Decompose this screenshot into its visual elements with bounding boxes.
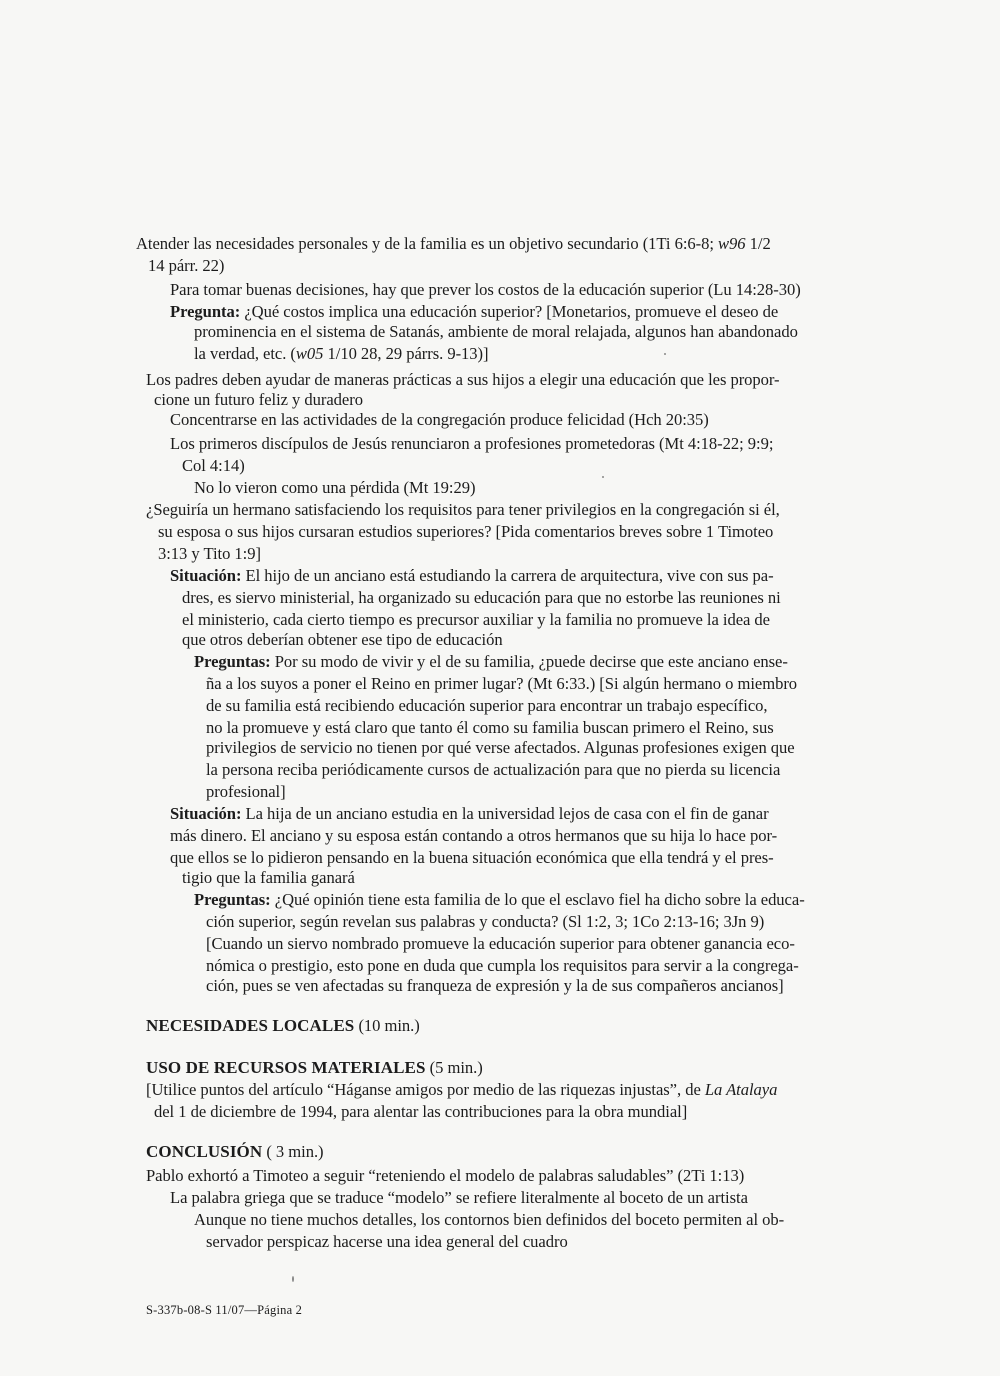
text-line: de su familia está recibiendo educación superior para encontrar un trabajo específico, — [206, 696, 768, 715]
text-line: más dinero. El anciano y su esposa están contando a otros hermanos que su hija lo hace por- — [170, 826, 778, 845]
text-line: la persona reciba periódicamente cursos de actualización para que no pierda su licencia — [206, 760, 781, 779]
label-pregunta: Pregunta: — [170, 302, 241, 321]
text-line: cione un futuro feliz y duradero — [154, 390, 363, 409]
text-line: privilegios de servicio no tienen por qué verse afectados. Algunas profesiones exigen que — [206, 738, 795, 757]
text-line: Situación: El hijo de un anciano está estudiando la carrera de arquitectura, vive con sus pa- — [170, 566, 774, 585]
text-line: ción, pues se ven afectadas su franqueza de expresión y la de sus compañeros ancianos] — [206, 976, 784, 995]
text-line: Los primeros discípulos de Jesús renunciaron a profesiones prometedoras (Mt 4:18-22; 9:9; — [170, 434, 774, 453]
text-line: [Utilice puntos del artículo “Háganse amigos por medio de las riquezas injustas”, de La Atalaya — [146, 1080, 778, 1099]
text-line: Aunque no tiene muchos detalles, los contornos bien definidos del boceto permiten al ob- — [194, 1210, 785, 1229]
text-line: Col 4:14) — [182, 456, 245, 475]
text-line: 3:13 y Tito 1:9] — [158, 544, 261, 563]
text-line: 14 párr. 22) — [148, 256, 225, 275]
label-situacion: Situación: — [170, 566, 242, 585]
section-heading-local-needs: NECESIDADES LOCALES (10 min.) — [146, 1016, 420, 1035]
text-line: su esposa o sus hijos cursaran estudios superiores? [Pida comentarios breves sobre 1 Timoteo — [158, 522, 774, 541]
text-line: ña a los suyos a poner el Reino en primer lugar? (Mt 6:33.) [Si algún hermano o miembro — [206, 674, 798, 693]
text-line: Preguntas: Por su modo de vivir y el de su familia, ¿puede decirse que este anciano ense- — [194, 652, 788, 671]
section-heading-conclusion: CONCLUSIÓN ( 3 min.) — [146, 1142, 324, 1161]
label-preguntas: Preguntas: — [194, 652, 271, 671]
text-line: del 1 de diciembre de 1994, para alentar las contribuciones para la obra mundial] — [154, 1102, 688, 1121]
text-line: Atender las necesidades personales y de la familia es un objetivo secundario (1Ti 6:6-8; w96 1/2 — [136, 234, 771, 253]
page-footer: S-337b-08-S 11/07—Página 2 — [146, 1303, 303, 1317]
text-line: [Cuando un siervo nombrado promueve la educación superior para obtener ganancia eco- — [206, 934, 795, 953]
label-situacion: Situación: — [170, 804, 242, 823]
scan-speck — [602, 476, 604, 478]
text-line: no la promueve y está claro que tanto él como su familia buscan primero el Reino, sus — [206, 718, 774, 737]
text-line: tigio que la familia ganará — [182, 868, 355, 887]
text-line: ción superior, según revelan sus palabras y conducta? (Sl 1:2, 3; 1Co 2:13-16; 3Jn 9) — [206, 912, 765, 931]
text-line: Concentrarse en las actividades de la congregación produce felicidad (Hch 20:35) — [170, 410, 709, 429]
text-line: ¿Seguiría un hermano satisfaciendo los requisitos para tener privilegios en la congregación si él, — [146, 500, 780, 519]
text-line: Para tomar buenas decisiones, hay que prever los costos de la educación superior (Lu 14:28-30) — [170, 280, 801, 299]
scan-speck — [664, 353, 666, 355]
scan-speck — [292, 1276, 294, 1282]
text-line: la verdad, etc. (w05 1/10 28, 29 párrs. 9-13)] — [194, 344, 489, 363]
text-line: servador perspicaz hacerse una idea general del cuadro — [206, 1232, 568, 1251]
text-line: que ellos se lo pidieron pensando en la buena situación económica que ella tendrá y el pres- — [170, 848, 774, 867]
text-line: dres, es siervo ministerial, ha organizado su educación para que no estorbe las reuniones ni — [182, 588, 781, 607]
label-preguntas: Preguntas: — [194, 890, 271, 909]
text-line: prominencia en el sistema de Satanás, ambiente de moral relajada, algunos han abandonado — [194, 322, 798, 341]
text-line: el ministerio, cada cierto tiempo es precursor auxiliar y la familia no promueve la idea de — [182, 610, 770, 629]
text-line: Pregunta: ¿Qué costos implica una educación superior? [Monetarios, promueve el deseo de — [170, 302, 779, 321]
text-line: Pablo exhortó a Timoteo a seguir “reteniendo el modelo de palabras saludables” (2Ti 1:13) — [146, 1166, 745, 1185]
text-line: Situación: La hija de un anciano estudia en la universidad lejos de casa con el fin de ganar — [170, 804, 769, 823]
text-line: Preguntas: ¿Qué opinión tiene esta familia de lo que el esclavo fiel ha dicho sobre la educa- — [194, 890, 805, 909]
section-heading-resources: USO DE RECURSOS MATERIALES (5 min.) — [146, 1058, 483, 1077]
text-line: que otros deberían obtener ese tipo de educación — [182, 630, 503, 649]
text-line: profesional] — [206, 782, 286, 801]
text-line: Los padres deben ayudar de maneras prácticas a sus hijos a elegir una educación que les propor- — [146, 370, 780, 389]
text-line: No lo vieron como una pérdida (Mt 19:29) — [194, 478, 476, 497]
text-line: La palabra griega que se traduce “modelo” se refiere literalmente al boceto de un artista — [170, 1188, 748, 1207]
text-line: nómica o prestigio, esto pone en duda que cumpla los requisitos para servir a la congrega- — [206, 956, 799, 975]
